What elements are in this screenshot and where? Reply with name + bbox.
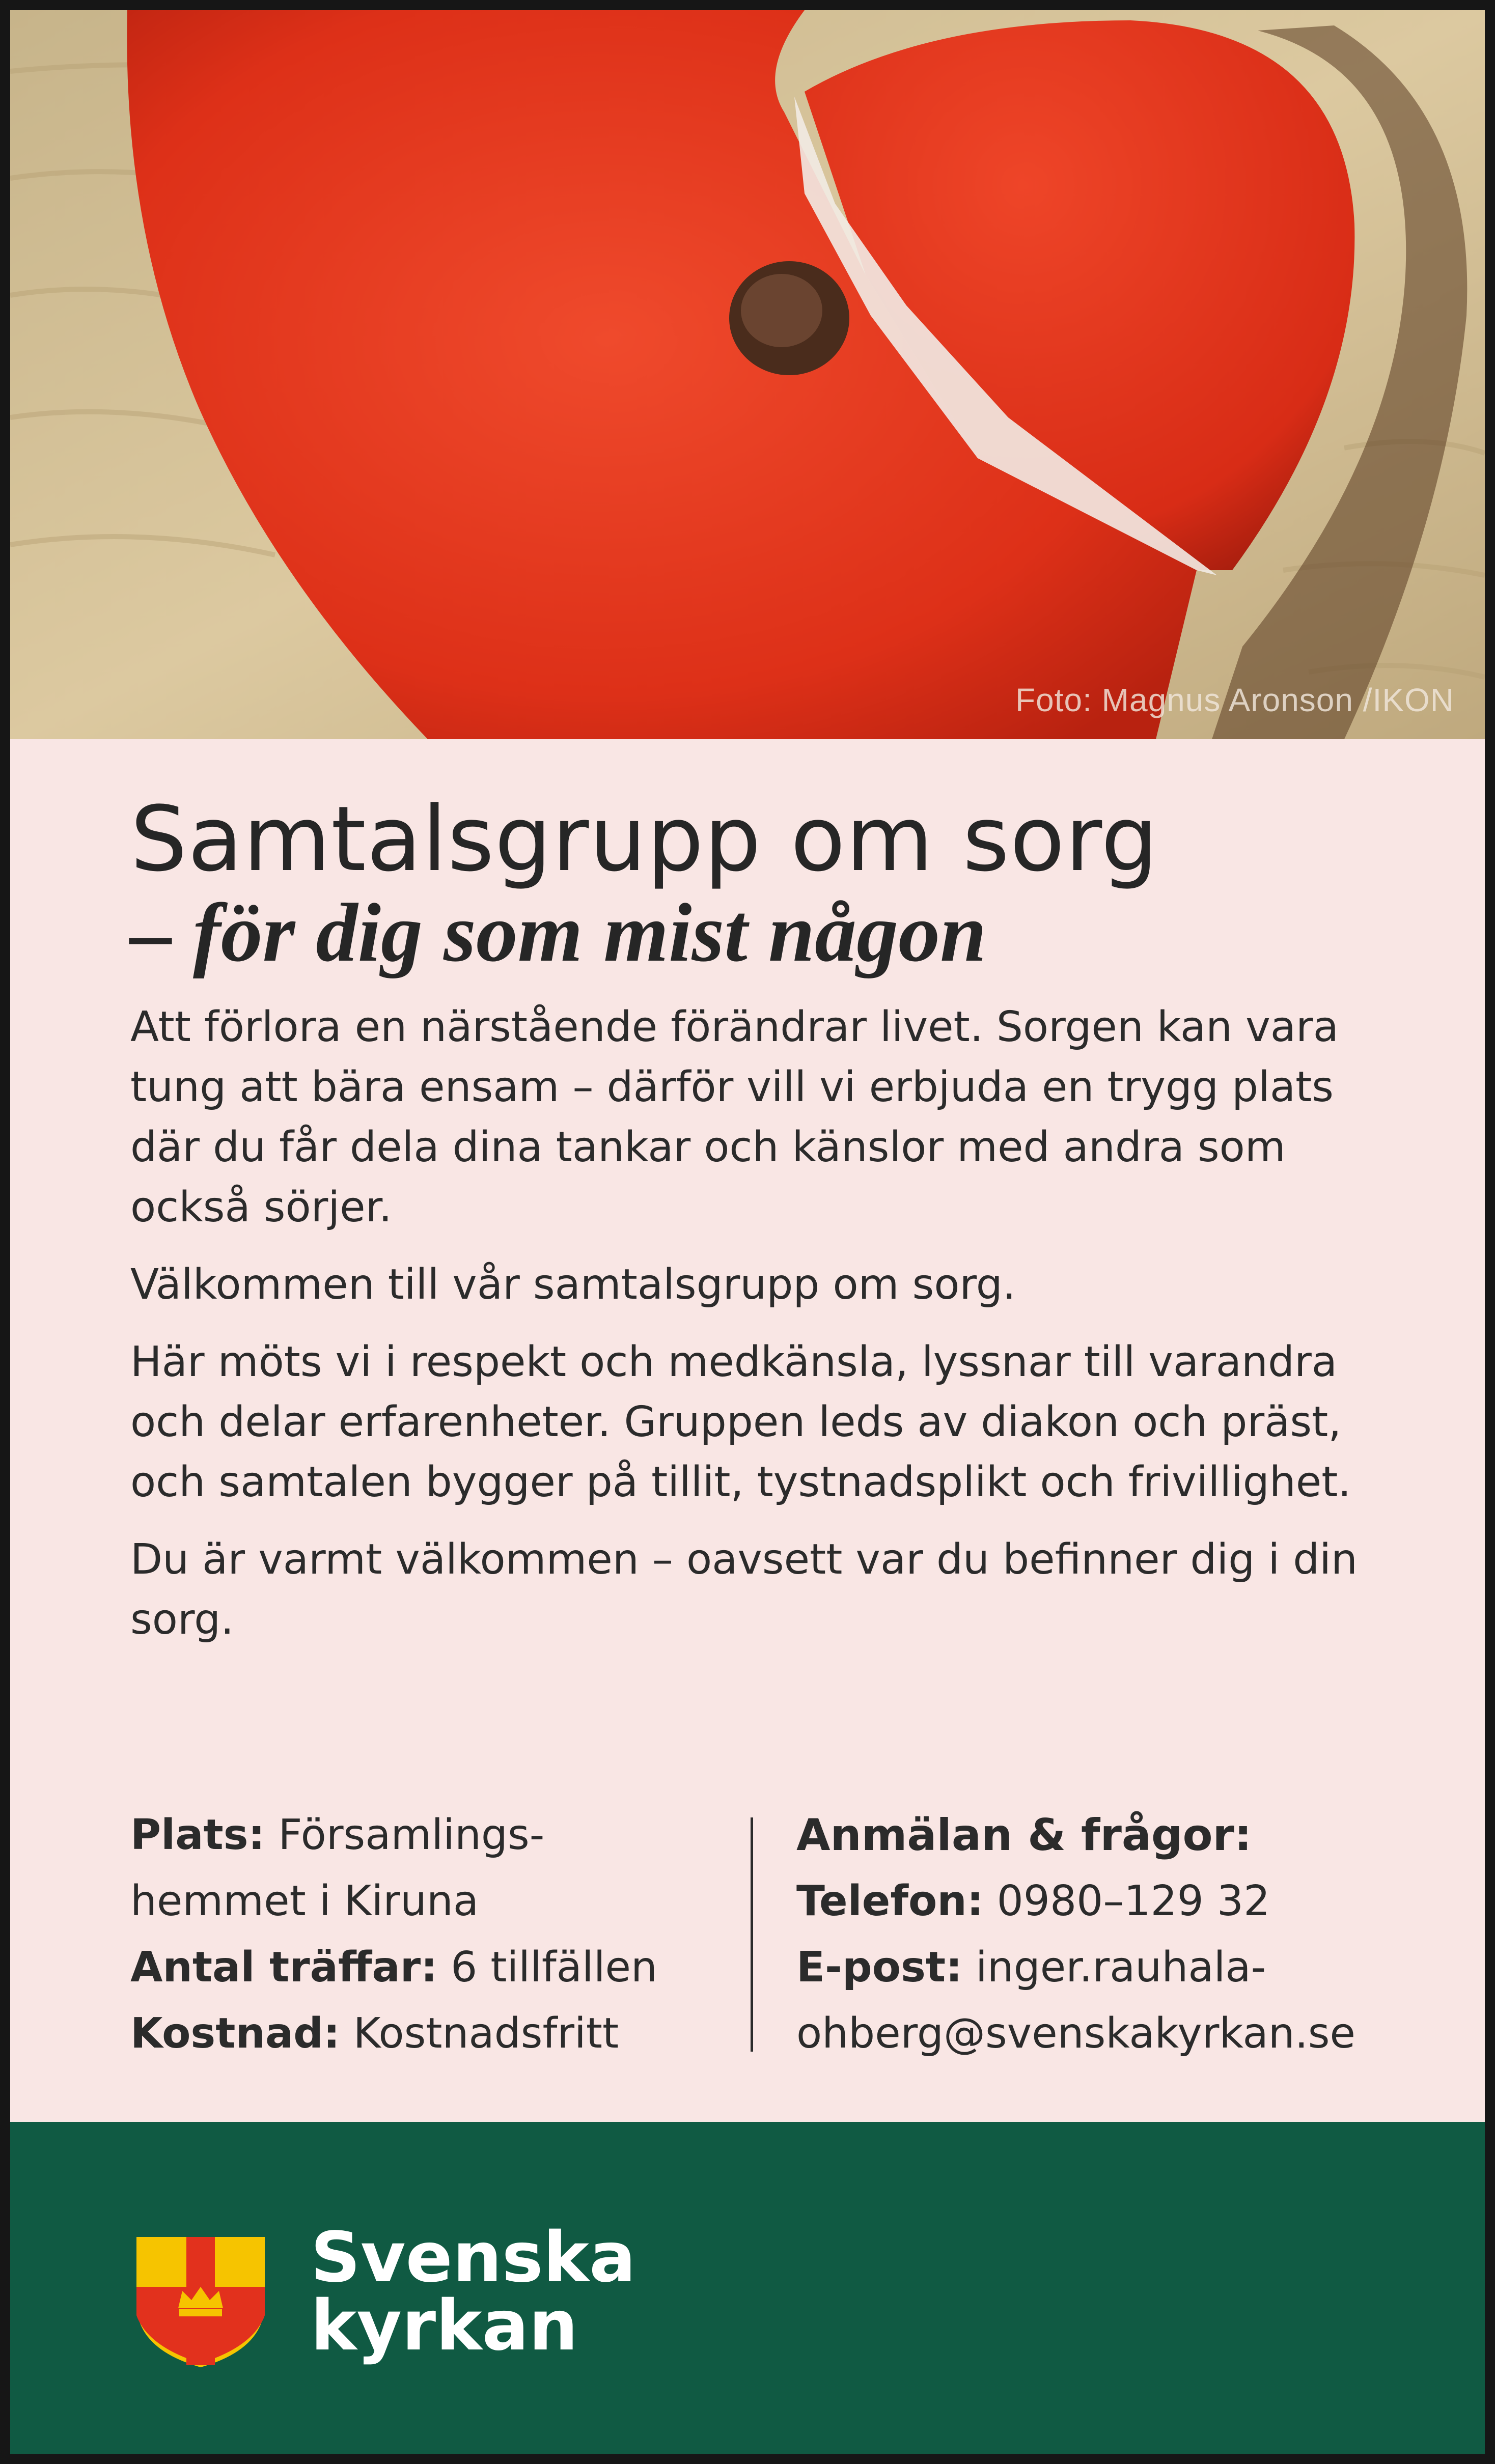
phone-label: Telefon: — [796, 1877, 984, 1925]
meetings-line — [130, 1935, 726, 2001]
place-value-line1: Församlings- — [278, 1811, 545, 1859]
description-paragraph: Här möts vi i respekt och medkänsla, lyssnar till varandra och delar erfarenheter. Gruppen leds av diakon och präst, och samtalen bygger på tillit, tystnadsplikt och frivillighet. — [130, 1338, 1351, 1507]
meetings-value: 6 tillfällen — [451, 1943, 657, 1992]
svenska-kyrkan-logo-text — [311, 2218, 636, 2366]
event-info — [130, 1802, 1434, 2067]
place-label: Plats: — [130, 1811, 265, 1859]
email-value-line2[interactable]: ohberg@svenskakyrkan.se — [796, 2009, 1355, 2058]
main-content — [130, 789, 1414, 1667]
event-details — [130, 1802, 726, 2067]
place-value-line2: hemmet i Kiruna — [130, 1877, 479, 1925]
welcome-paragraph: Välkommen till vår samtalsgrupp om sorg. — [130, 1261, 1016, 1309]
page-title: Samtalsgrupp om sorg — [130, 787, 1158, 891]
info-divider — [751, 1817, 753, 2052]
photo-credit: Foto: Magnus Aronson /IKON — [1015, 682, 1454, 718]
contact-details — [796, 1802, 1438, 2067]
footer-band — [10, 2122, 1485, 2454]
meetings-label: Antal träffar: — [130, 1943, 437, 1992]
cost-line — [130, 2001, 726, 2067]
intro-paragraph: Att förlora en närstående förändrar livet. Sorgen kan vara tung att bära ensam – därför vill vi erbjuda en trygg plats där du får dela dina tankar och känslor med andra som också sörjer. — [130, 1003, 1339, 1232]
page-subtitle: – för dig som mist någon — [130, 887, 987, 979]
logo-line1: Svenska — [311, 2218, 636, 2298]
place-line — [130, 1802, 726, 1868]
phone-value[interactable]: 0980–129 32 — [996, 1877, 1270, 1925]
cost-value: Kostnadsfritt — [353, 2009, 619, 2058]
header-photo — [10, 10, 1485, 739]
phone-line — [796, 1868, 1438, 1935]
email-line — [796, 1935, 1438, 2001]
cost-label: Kostnad: — [130, 2009, 340, 2058]
contact-heading: Anmälan & frågor: — [796, 1810, 1252, 1861]
church-shield-icon — [131, 2232, 270, 2372]
broken-heart-image — [10, 10, 1485, 739]
email-value-line1[interactable]: inger.rauhala- — [975, 1943, 1266, 1992]
email-label: E-post: — [796, 1943, 962, 1992]
closing-paragraph: Du är varmt välkommen – oavsett var du befinner dig i din sorg. — [130, 1535, 1358, 1644]
logo-line2: kyrkan — [311, 2286, 578, 2366]
